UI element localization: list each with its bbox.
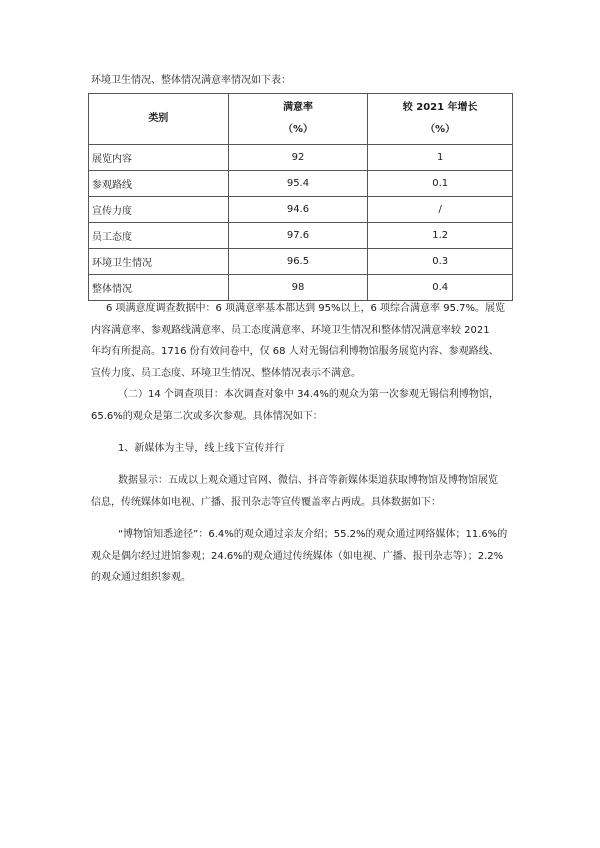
paragraph-line: （二）14 个调查项目：本次调查对象中 34.4%的观众为第一次参观无锡信利博物馆， — [118, 389, 499, 400]
paragraph-line: 宣传力度、员工态度、环境卫生情况、整体情况表示不满意。 — [91, 367, 361, 379]
row-category: 环境卫生情况 — [89, 249, 229, 275]
paragraph-line: 6 项满意度调查数据中：6 项满意率基本都达到 95%以上，6 项综合满意率 95.7%。展览 — [106, 303, 505, 314]
row-category: 员工态度 — [89, 223, 229, 249]
row-growth: 1 — [368, 145, 513, 171]
row-rate: 92 — [228, 145, 368, 171]
row-category: 参观路线 — [89, 171, 229, 197]
paragraph-summary-cont — [91, 320, 511, 385]
paragraph-line: 内容满意率、参观路线满意率、员工态度满意率、环境卫生情况和整体情况满意率较 2021 — [91, 324, 490, 336]
row-growth: / — [368, 197, 513, 223]
paragraph-line: 65.6%的观众是第二次或多次参观。具体情况如下： — [91, 410, 323, 422]
paragraph-data-display-cont — [91, 492, 511, 514]
header-satisfaction-rate — [228, 94, 368, 145]
paragraph-summary — [106, 298, 511, 320]
row-rate: 97.6 — [228, 223, 368, 249]
paragraph-line: 信息，传统媒体如电视、广播、报刊杂志等宣传覆盖率占两成。具体数据如下： — [91, 496, 441, 508]
table-row — [89, 171, 513, 197]
row-rate: 98 — [228, 275, 368, 301]
paragraph-survey-items-cont — [91, 406, 511, 428]
header-rate-line1: 满意率 — [282, 102, 313, 113]
paragraph-line: 1、新媒体为主导，线上线下宣传并行 — [118, 443, 285, 454]
header-growth-line2: （%） — [425, 124, 456, 135]
table-row — [89, 275, 513, 301]
paragraph-line: 数据显示：五成以上观众通过官网、微信、抖音等新媒体渠道获取博物馆及博物馆展览 — [118, 475, 498, 486]
paragraph-awareness-channels — [118, 524, 511, 546]
table-row — [89, 145, 513, 171]
table-row — [89, 249, 513, 275]
paragraph-line: 年均有所提高。1716 份有效问卷中，仅 68 人对无锡信利博物馆服务展览内容、参观路线、 — [91, 346, 499, 357]
paragraph-line: “博物馆知悉途径”：6.4%的观众通过亲友介绍；55.2%的观众通过网络媒体；11.6%的 — [118, 529, 508, 540]
header-growth-line1: 较 2021 年增长 — [402, 102, 478, 113]
row-rate: 96.5 — [228, 249, 368, 275]
paragraph-data-display — [118, 470, 511, 492]
row-growth: 0.1 — [368, 171, 513, 197]
table-row — [89, 197, 513, 223]
row-category: 展览内容 — [89, 145, 229, 171]
header-rate-line2: （%） — [282, 124, 313, 135]
paragraph-line: 的观众通过组织参观。 — [91, 572, 191, 583]
header-growth — [368, 94, 513, 145]
table-row — [89, 223, 513, 249]
row-category: 整体情况 — [89, 275, 229, 301]
header-category-label: 类别 — [148, 113, 169, 124]
row-category: 宣传力度 — [89, 197, 229, 223]
paragraph-survey-items — [118, 384, 511, 406]
row-rate: 94.6 — [228, 197, 368, 223]
table-intro-text: 环境卫生情况、整体情况满意率情况如下表： — [91, 75, 291, 86]
row-growth: 0.4 — [368, 275, 513, 301]
header-category — [89, 94, 229, 145]
satisfaction-table — [88, 93, 513, 301]
section-heading-new-media — [118, 438, 511, 460]
paragraph-awareness-channels-cont — [91, 546, 511, 589]
table-header-row — [89, 94, 513, 145]
row-growth: 0.3 — [368, 249, 513, 275]
row-growth: 1.2 — [368, 223, 513, 249]
paragraph-line: 观众是偶尔经过进馆参观；24.6%的观众通过传统媒体（如电视、广播、报刊杂志等）；2.2% — [91, 550, 504, 562]
row-rate: 95.4 — [228, 171, 368, 197]
